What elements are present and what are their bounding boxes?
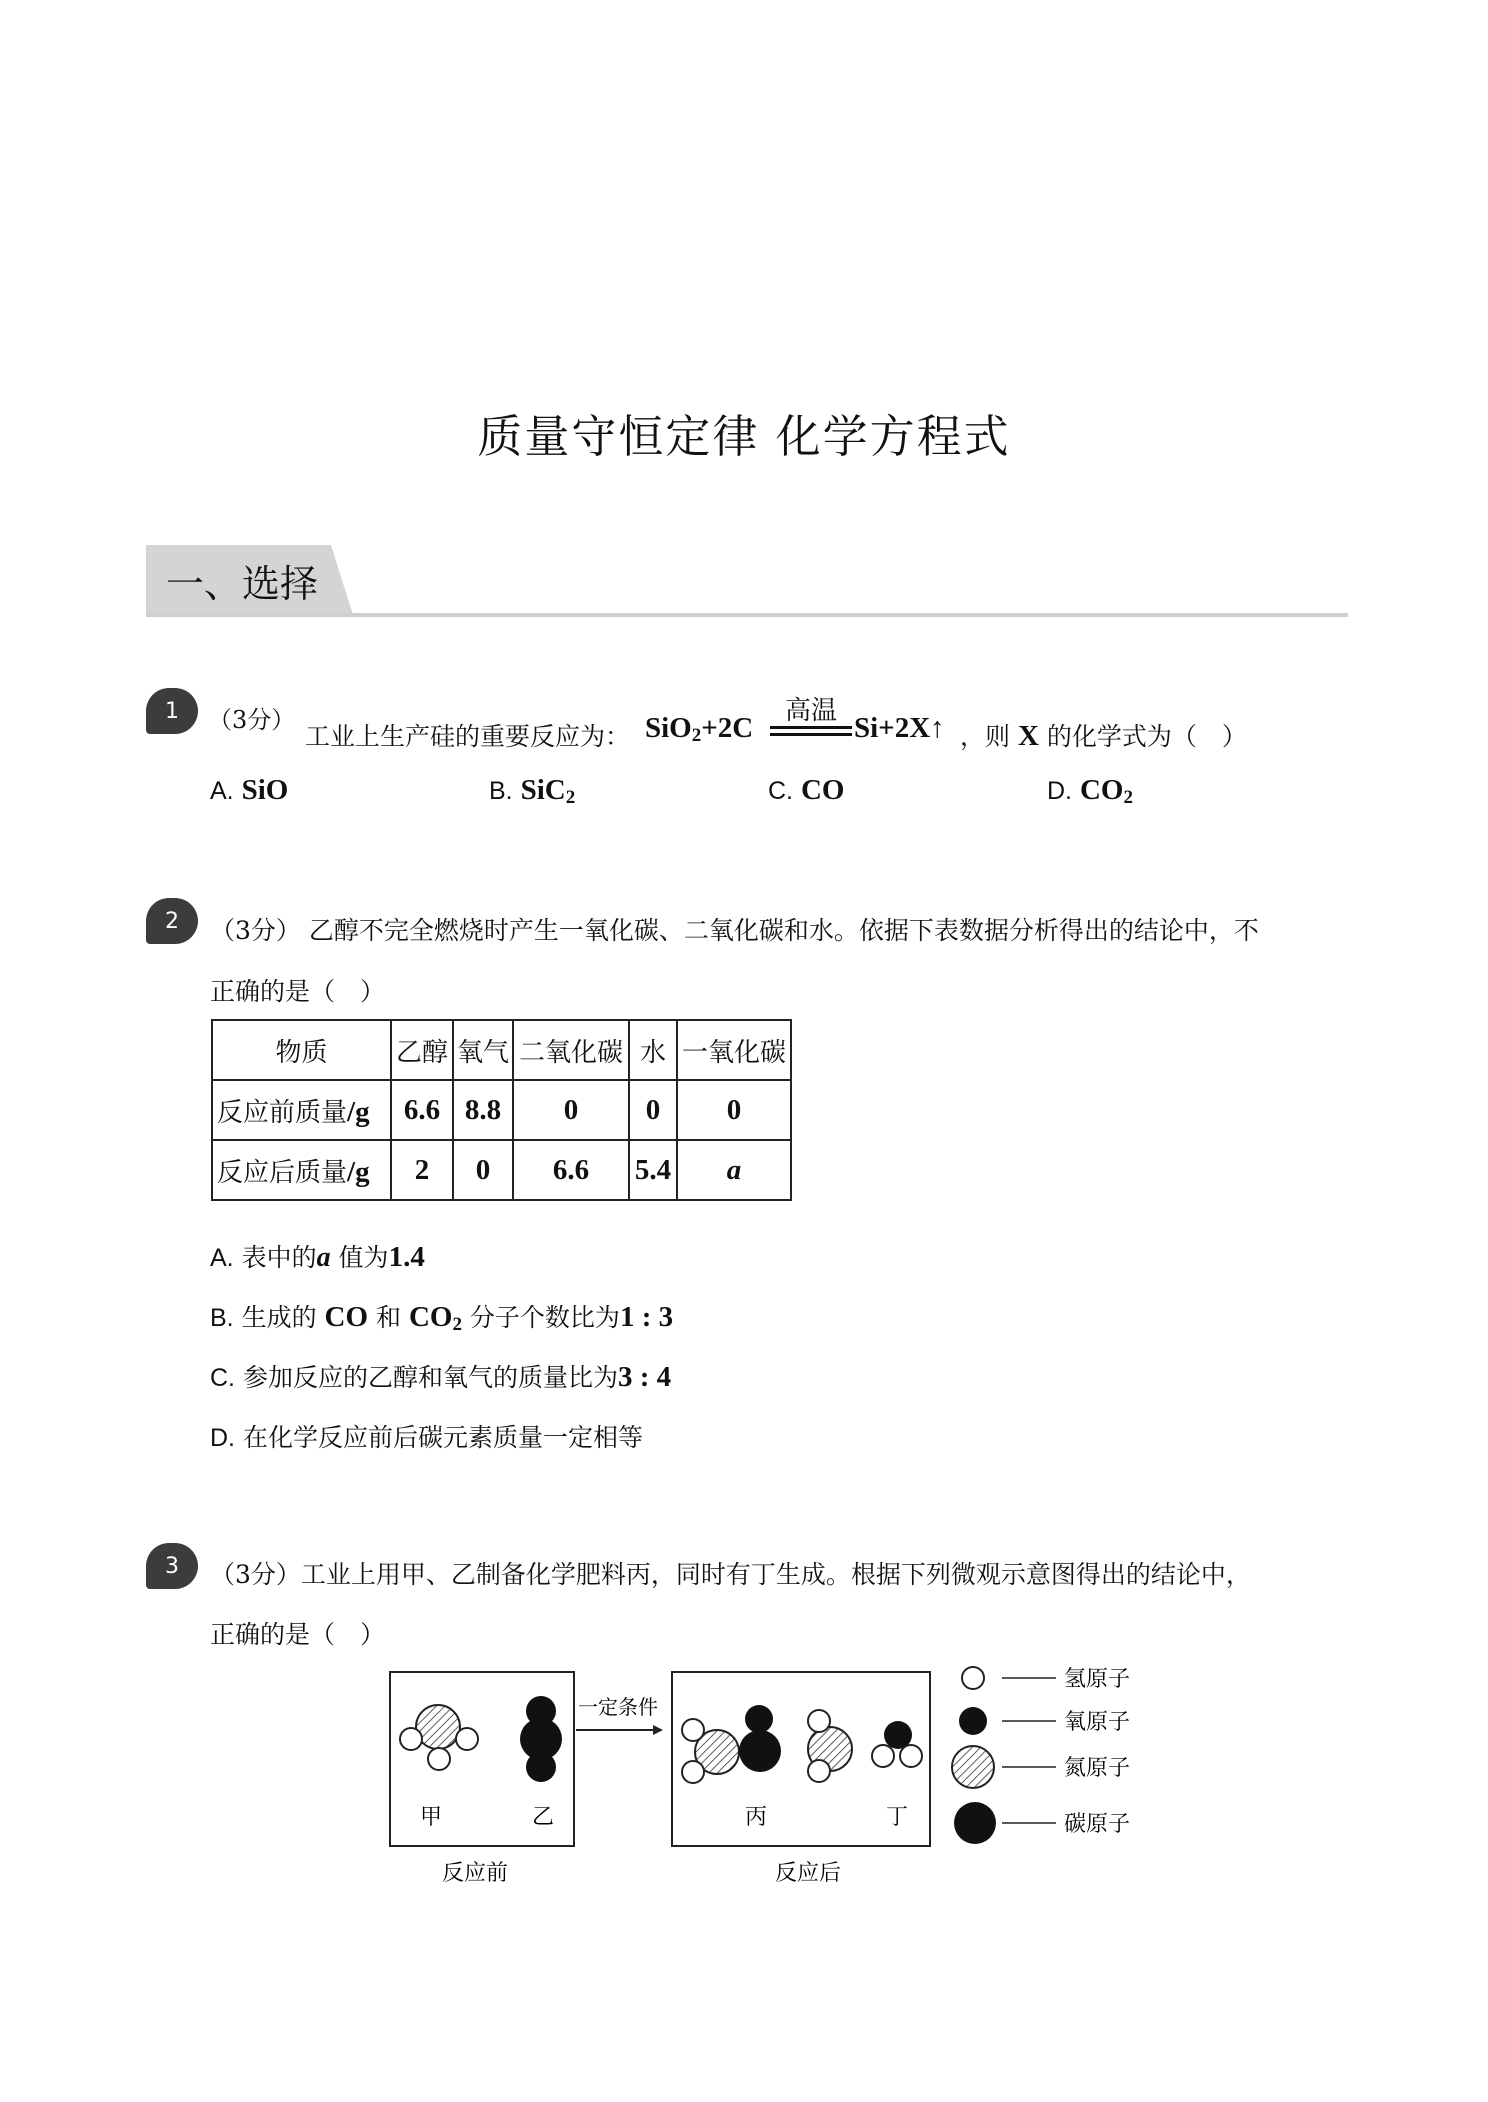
- option-d[interactable]: D. 在化学反应前后碳元素质量一定相等: [210, 1423, 643, 1452]
- question-number-badge: 1: [146, 688, 198, 734]
- table-cell: 0: [453, 1140, 513, 1200]
- label-bing: 丙: [745, 1805, 768, 1830]
- equation-reactant: SiO$_2$+2C: [645, 712, 754, 746]
- option-a[interactable]: A. SiO: [210, 774, 289, 806]
- option-d[interactable]: D. $CO_2$: [1047, 774, 1133, 808]
- table-header-cell: 二氧化碳: [513, 1020, 629, 1080]
- table-header-cell: 氧气: [453, 1020, 513, 1080]
- question-score: （3分）: [208, 706, 296, 734]
- hydrogen-atom: [428, 1748, 450, 1770]
- legend-label: 氮原子: [1064, 1756, 1131, 1781]
- stem-text: 工业上生产硅的重要反应为：: [305, 722, 631, 751]
- reaction-condition: 高温: [784, 696, 837, 726]
- table-header-cell: 水: [629, 1020, 677, 1080]
- page-title: 质量守恒定律 化学方程式: [477, 410, 1011, 463]
- row-label: 反应后质量/g: [212, 1140, 391, 1200]
- table-header-cell: 乙醇: [391, 1020, 453, 1080]
- arrow-head: [653, 1725, 663, 1735]
- table-cell: a: [677, 1140, 791, 1200]
- option-a[interactable]: A. 表中的a 值为1.4: [210, 1241, 425, 1273]
- legend-label: 氧原子: [1064, 1710, 1131, 1735]
- question-stem: （3分） 乙醇不完全燃烧时产生一氧化碳、二氧化碳和水。依据下表数据分析得出的结论中，不: [210, 916, 1259, 945]
- section-title: 一、选择: [166, 562, 319, 606]
- molecule-diagram: [380, 1660, 1180, 1900]
- table-cell: 6.6: [513, 1140, 629, 1200]
- option-b[interactable]: B. SiC$_2$: [489, 774, 576, 808]
- option-c[interactable]: C. CO: [768, 774, 845, 806]
- label-jia: 甲: [420, 1805, 443, 1830]
- unknown-x: X: [1017, 720, 1039, 752]
- oxygen-atom: [526, 1752, 556, 1782]
- hydrogen-atom: [808, 1760, 830, 1782]
- table-cell: 0: [513, 1080, 629, 1140]
- chemical-equation: [645, 712, 753, 747]
- hydrogen-atom: [400, 1728, 422, 1750]
- question-stem: [305, 717, 630, 753]
- table-cell: 8.8: [453, 1080, 513, 1140]
- hydrogen-atom: [682, 1761, 704, 1783]
- table-header-cell: 一氧化碳: [677, 1020, 791, 1080]
- hydrogen-atom: [456, 1728, 478, 1750]
- legend-oxygen-icon: [959, 1707, 987, 1735]
- table-cell: 5.4: [629, 1140, 677, 1200]
- legend-carbon-icon: [954, 1802, 996, 1844]
- legend-label: 碳原子: [1064, 1812, 1131, 1837]
- option-c[interactable]: C. 参加反应的乙醇和氧气的质量比为3 : 4: [210, 1361, 672, 1393]
- legend-label: 氢原子: [1064, 1667, 1131, 1692]
- molecule-urea: [682, 1705, 852, 1783]
- molecule-ammonia: [400, 1705, 478, 1770]
- table-cell: 6.6: [391, 1080, 453, 1140]
- label-yi: 乙: [532, 1805, 555, 1830]
- legend-hydrogen-icon: [962, 1667, 984, 1689]
- question-score: （3分）: [210, 1560, 301, 1589]
- molecule-water: [872, 1721, 922, 1767]
- caption-before: 反应前: [442, 1861, 509, 1886]
- stem-text: ，则 X 的化学式为（ ）: [960, 720, 1247, 752]
- legend-nitrogen-icon: [952, 1746, 994, 1788]
- table-cell: 2: [391, 1140, 453, 1200]
- table-header-row: [212, 1020, 791, 1080]
- carbon-atom: [739, 1730, 781, 1772]
- table-cell: 0: [629, 1080, 677, 1140]
- question-score: （3分）: [210, 916, 301, 945]
- label-ding: 丁: [886, 1805, 909, 1830]
- table-row: [212, 1140, 791, 1200]
- question-number-badge: 3: [146, 1543, 198, 1589]
- section-divider: [146, 613, 1348, 617]
- equals-line-bottom: [770, 733, 852, 736]
- molecule-carbon-dioxide: [520, 1696, 562, 1782]
- oxygen-atom: [745, 1705, 773, 1733]
- hydrogen-atom: [900, 1745, 922, 1767]
- arrow-label: 一定条件: [578, 1695, 658, 1719]
- question-stem-line2: 正确的是（ ）: [210, 1620, 386, 1649]
- question-stem: （3分）工业上用甲、乙制备化学肥料丙，同时有丁生成。根据下列微观示意图得出的结论中，: [210, 1560, 1251, 1589]
- equation-product: Si+2X↑: [854, 712, 945, 744]
- hydrogen-atom: [808, 1710, 830, 1732]
- data-table: [211, 1019, 792, 1201]
- question-number-badge: 2: [146, 898, 198, 944]
- table-header-cell: 物质: [212, 1020, 391, 1080]
- table-row: [212, 1080, 791, 1140]
- option-b[interactable]: B. 生成的 CO 和 $CO_2$ 分子个数比为1 : 3: [210, 1301, 674, 1335]
- caption-after: 反应后: [775, 1861, 842, 1886]
- row-label: 反应前质量/g: [212, 1080, 391, 1140]
- equals-line-top: [770, 726, 852, 729]
- legend: [952, 1667, 1130, 1844]
- hydrogen-atom: [682, 1719, 704, 1741]
- nitrogen-atom: [416, 1705, 460, 1749]
- table-cell: 0: [677, 1080, 791, 1140]
- question-stem-line2: 正确的是（ ）: [210, 977, 386, 1006]
- hydrogen-atom: [872, 1745, 894, 1767]
